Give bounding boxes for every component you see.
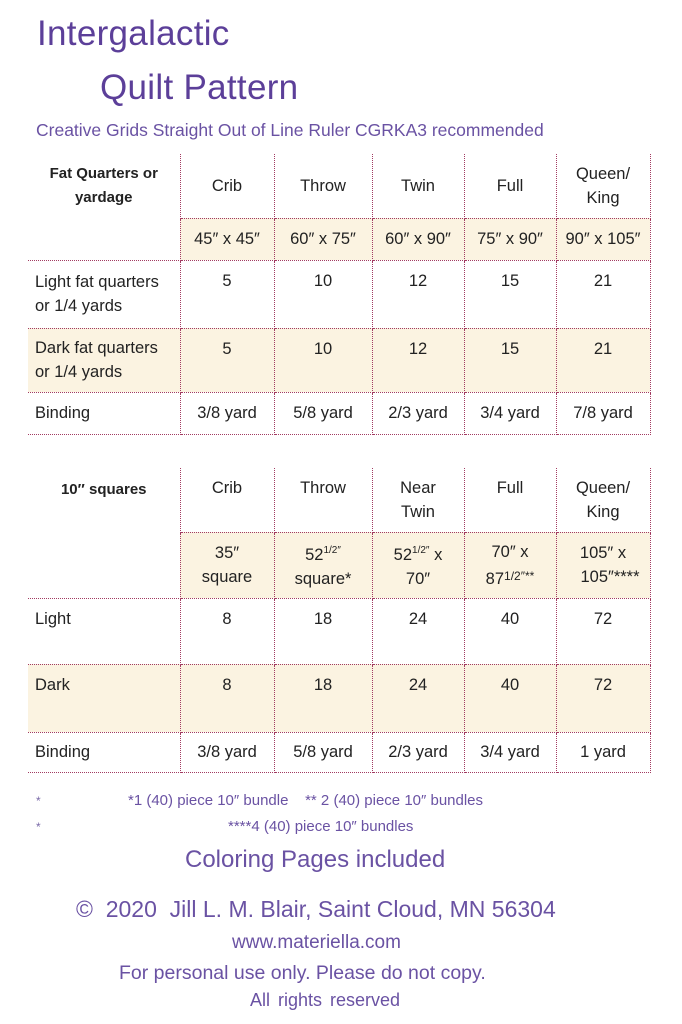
rights-reserved-note: All rights reserved bbox=[250, 990, 401, 1010]
size-crib bbox=[180, 468, 274, 532]
footnote-marker: * bbox=[36, 794, 41, 808]
row-label-line-1: Dark fat quarters bbox=[35, 339, 158, 357]
row-label bbox=[28, 328, 180, 392]
value-cell: 24 bbox=[372, 664, 464, 732]
dimensions-row bbox=[28, 532, 650, 598]
value-cell: 24 bbox=[372, 598, 464, 664]
dim-crib: 45″ x 45″ bbox=[180, 218, 274, 260]
blank-cell bbox=[28, 532, 180, 598]
size-line-2: King bbox=[586, 503, 620, 521]
table-row bbox=[28, 664, 650, 732]
dim-text-suffix: x bbox=[429, 546, 443, 564]
value-cell: 5/8 yard bbox=[274, 732, 372, 772]
size-line-1: Throw bbox=[300, 479, 346, 497]
row-label: Dark bbox=[28, 664, 180, 732]
size-line-1: Queen/ bbox=[575, 479, 631, 497]
dim-near-twin bbox=[372, 532, 464, 598]
value-cell: 15 bbox=[464, 260, 556, 328]
value-cell: 5 bbox=[180, 260, 274, 328]
title-line-1: Intergalactic bbox=[37, 14, 230, 53]
row-label bbox=[28, 260, 180, 328]
value-cell: 12 bbox=[372, 328, 464, 392]
table-row bbox=[28, 392, 650, 434]
value-cell: 40 bbox=[464, 598, 556, 664]
ruler-recommendation: Creative Grids Straight Out of Line Ruler CGRKA3 recommended bbox=[36, 120, 544, 140]
table-row bbox=[28, 732, 650, 772]
table-header-row bbox=[28, 154, 650, 218]
value-cell: 5/8 yard bbox=[274, 392, 372, 434]
dimensions-row bbox=[28, 218, 650, 260]
size-line-1: Full bbox=[496, 479, 524, 497]
value-cell: 40 bbox=[464, 664, 556, 732]
size-line-1: Crib bbox=[211, 479, 243, 497]
blank-cell bbox=[28, 218, 180, 260]
table-row bbox=[28, 598, 650, 664]
size-line-2: Twin bbox=[401, 503, 435, 521]
dim-text: 70″ x bbox=[491, 542, 529, 561]
value-cell: 10 bbox=[274, 328, 372, 392]
ten-inch-squares-table bbox=[28, 468, 651, 773]
value-cell: 10 bbox=[274, 260, 372, 328]
dim-full bbox=[464, 532, 556, 598]
value-cell: 3/4 yard bbox=[464, 392, 556, 434]
value-cell: 18 bbox=[274, 598, 372, 664]
dim-text: 105″ x bbox=[579, 544, 627, 562]
size-crib: Crib bbox=[180, 154, 274, 218]
dim-text-line-2: 105″**** bbox=[580, 568, 640, 586]
dim-text: 52 bbox=[393, 546, 413, 564]
dim-crib bbox=[180, 532, 274, 598]
dim-fraction: 1/2″** bbox=[504, 568, 535, 583]
dim-fraction: 1/2″ bbox=[323, 545, 341, 556]
value-cell: 18 bbox=[274, 664, 372, 732]
dim-text-line-2: 87 bbox=[485, 569, 505, 588]
dim-text-line-2: square* bbox=[294, 570, 352, 588]
size-line-1: Near bbox=[400, 479, 436, 497]
size-queen-king: Queen/ King bbox=[556, 154, 650, 218]
dim-full: 75″ x 90″ bbox=[464, 218, 556, 260]
dim-text-line-2: square bbox=[201, 568, 253, 586]
table-header-label: 10″ squares bbox=[28, 468, 180, 532]
value-cell: 3/8 yard bbox=[180, 392, 274, 434]
row-label: Binding bbox=[28, 392, 180, 434]
row-label-line-1: Light fat quarters bbox=[35, 273, 159, 291]
size-throw bbox=[274, 468, 372, 532]
value-cell: 3/4 yard bbox=[464, 732, 556, 772]
table-header-row bbox=[28, 468, 650, 532]
footnote-line-2: ****4 (40) piece 10″ bundles bbox=[228, 818, 414, 835]
dim-queen-king bbox=[556, 532, 650, 598]
value-cell: 72 bbox=[556, 598, 650, 664]
size-near-twin bbox=[372, 468, 464, 532]
table-row bbox=[28, 260, 650, 328]
table-header-label: Fat Quarters or yardage bbox=[28, 154, 180, 218]
size-twin: Twin bbox=[372, 154, 464, 218]
row-label: Binding bbox=[28, 732, 180, 772]
value-cell: 2/3 yard bbox=[372, 392, 464, 434]
personal-use-note: For personal use only. Please do not copy. bbox=[119, 962, 486, 984]
size-queen-king bbox=[556, 468, 650, 532]
dim-text: 35″ bbox=[214, 544, 240, 562]
size-full: Full bbox=[464, 154, 556, 218]
value-cell: 8 bbox=[180, 664, 274, 732]
value-cell: 15 bbox=[464, 328, 556, 392]
value-cell: 21 bbox=[556, 260, 650, 328]
coloring-pages-note: Coloring Pages included bbox=[185, 846, 446, 873]
size-full bbox=[464, 468, 556, 532]
copyright-line: © 2020 Jill L. M. Blair, Saint Cloud, MN 56304 bbox=[76, 896, 556, 922]
value-cell: 8 bbox=[180, 598, 274, 664]
table-row bbox=[28, 328, 650, 392]
value-cell: 72 bbox=[556, 664, 650, 732]
dim-throw bbox=[274, 532, 372, 598]
row-label-line-2: or 1/4 yards bbox=[35, 363, 123, 381]
dim-fraction: 1/2″ bbox=[412, 545, 430, 556]
row-label: Light bbox=[28, 598, 180, 664]
value-cell: 12 bbox=[372, 260, 464, 328]
dim-twin: 60″ x 90″ bbox=[372, 218, 464, 260]
website-link[interactable]: www.materiella.com bbox=[232, 932, 401, 953]
dim-text: 52 bbox=[305, 546, 324, 564]
row-label-line-2: or 1/4 yards bbox=[35, 297, 123, 315]
value-cell: 5 bbox=[180, 328, 274, 392]
value-cell: 3/8 yard bbox=[180, 732, 274, 772]
value-cell: 21 bbox=[556, 328, 650, 392]
footnote-marker: * bbox=[36, 820, 41, 834]
value-cell: 7/8 yard bbox=[556, 392, 650, 434]
title-line-2: Quilt Pattern bbox=[100, 68, 299, 107]
dim-throw: 60″ x 75″ bbox=[274, 218, 372, 260]
dim-text-line-2: 70″ bbox=[405, 570, 431, 588]
size-throw: Throw bbox=[274, 154, 372, 218]
fat-quarters-table bbox=[28, 154, 651, 435]
value-cell: 1 yard bbox=[556, 732, 650, 772]
dim-queen-king: 90″ x 105″ bbox=[556, 218, 650, 260]
footnote-line-1: *1 (40) piece 10″ bundle ** 2 (40) piece 10″ bundles bbox=[128, 792, 484, 809]
value-cell: 2/3 yard bbox=[372, 732, 464, 772]
